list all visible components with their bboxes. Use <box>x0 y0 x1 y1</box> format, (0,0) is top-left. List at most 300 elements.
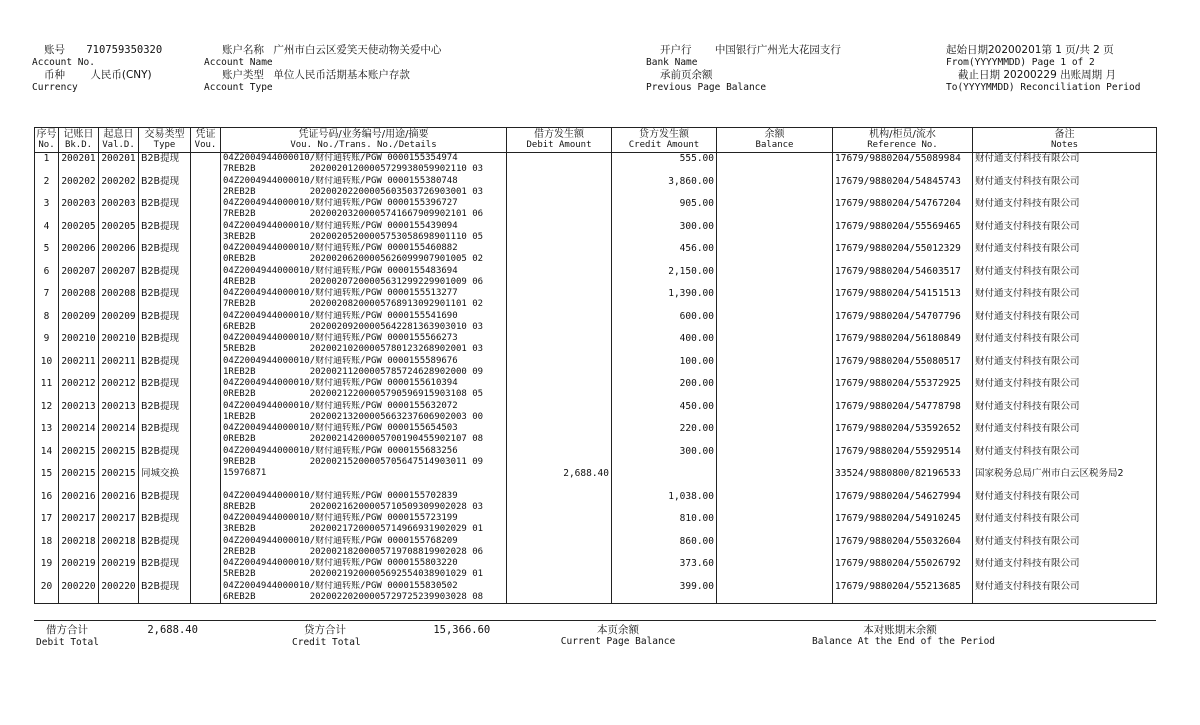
table-row <box>35 401 1157 424</box>
notes: 财付通支付科技有限公司 <box>973 153 1157 176</box>
booking-date: 200208 <box>59 288 99 311</box>
table-row <box>35 243 1157 266</box>
bank-name-label-cn: 开户行 <box>660 44 692 56</box>
credit-amount: 300.00 <box>612 221 717 244</box>
page-balance-label-en: Current Page Balance <box>560 636 676 647</box>
column-header <box>833 128 973 153</box>
details-line-2: 2REB2B 20200218200005719708819902028 06 <box>223 546 484 557</box>
notes: 财付通支付科技有限公司 <box>973 491 1157 514</box>
credit-amount: 1,390.00 <box>612 288 717 311</box>
transaction-details <box>221 356 507 379</box>
notes: 财付通支付科技有限公司 <box>973 243 1157 266</box>
row-number: 9 <box>35 333 59 356</box>
prev-balance-label-cn: 承前页余额 <box>660 69 713 81</box>
voucher <box>191 581 221 604</box>
credit-amount: 100.00 <box>612 356 717 379</box>
transaction-type: B2B提现 <box>139 536 191 559</box>
debit-amount <box>507 581 612 604</box>
reference-no: 17679/9880204/54151513 <box>833 288 973 311</box>
debit-amount <box>507 491 612 514</box>
row-number: 5 <box>35 243 59 266</box>
from-line-en: From(YYYYMMDD) Page 1 of 2 <box>946 57 1095 68</box>
period-block <box>946 44 1140 94</box>
reference-no: 17679/9880204/55569465 <box>833 221 973 244</box>
row-number: 11 <box>35 378 59 401</box>
table-row <box>35 558 1157 581</box>
transaction-type: 同城交换 <box>139 468 191 491</box>
currency-label-cn: 币种 <box>44 69 65 81</box>
details-line-2: 3REB2B 20200205200005753058698901110 05 <box>223 231 484 242</box>
details-line-1: 04Z2004944000010/财付通转账/PGW 0000155380748 <box>223 175 458 186</box>
details-line-2: 7REB2B 20200201200005729938059902110 03 <box>223 164 484 174</box>
booking-date: 200202 <box>59 176 99 199</box>
voucher <box>191 176 221 199</box>
row-number: 19 <box>35 558 59 581</box>
row-number: 7 <box>35 288 59 311</box>
transaction-type: B2B提现 <box>139 243 191 266</box>
voucher <box>191 446 221 469</box>
debit-total-label-en: Debit Total <box>36 637 99 648</box>
notes: 财付通支付科技有限公司 <box>973 446 1157 469</box>
column-header <box>59 128 99 153</box>
credit-amount: 400.00 <box>612 333 717 356</box>
voucher <box>191 198 221 221</box>
debit-amount: 2,688.40 <box>507 468 612 491</box>
notes: 财付通支付科技有限公司 <box>973 356 1157 379</box>
table-row <box>35 356 1157 379</box>
credit-amount: 1,038.00 <box>612 491 717 514</box>
booking-date: 200213 <box>59 401 99 424</box>
details-line-1: 04Z2004944000010/财付通转账/PGW 0000155610394 <box>223 378 458 388</box>
transaction-table <box>34 127 1157 604</box>
details-line-2: 7REB2B 20200208200005768913092901101 02 <box>223 299 484 309</box>
voucher <box>191 221 221 244</box>
table-header-row <box>35 128 1157 153</box>
details-line-1: 04Z2004944000010/财付通转账/PGW 0000155483694 <box>223 265 458 276</box>
column-header <box>221 128 507 153</box>
debit-amount <box>507 198 612 221</box>
credit-amount: 3,860.00 <box>612 176 717 199</box>
credit-amount: 450.00 <box>612 401 717 424</box>
voucher <box>191 153 221 176</box>
transaction-type: B2B提现 <box>139 221 191 244</box>
notes: 财付通支付科技有限公司 <box>973 378 1157 401</box>
table-row <box>35 581 1157 604</box>
transaction-type: B2B提现 <box>139 356 191 379</box>
transaction-details <box>221 221 507 244</box>
transaction-type: B2B提现 <box>139 423 191 446</box>
notes: 国家税务总局广州市白云区税务局2 <box>973 468 1157 491</box>
row-number: 3 <box>35 198 59 221</box>
table-row <box>35 266 1157 289</box>
balance <box>717 491 833 514</box>
voucher <box>191 333 221 356</box>
row-number: 17 <box>35 513 59 536</box>
transaction-type: B2B提现 <box>139 446 191 469</box>
transaction-details <box>221 266 507 289</box>
booking-date: 200217 <box>59 513 99 536</box>
details-line-2: 0REB2B 20200214200005700190455902107 08 <box>223 434 484 444</box>
booking-date: 200218 <box>59 536 99 559</box>
value-date: 200209 <box>99 311 139 334</box>
debit-total-label-cn: 借方合计 <box>46 624 88 636</box>
balance <box>717 581 833 604</box>
voucher <box>191 513 221 536</box>
details-line-2: 4REB2B 20200207200005631299229901009 06 <box>223 276 484 287</box>
row-number: 4 <box>35 221 59 244</box>
reference-no: 17679/9880204/54603517 <box>833 266 973 289</box>
notes: 财付通支付科技有限公司 <box>973 311 1157 334</box>
reference-no: 17679/9880204/55929514 <box>833 446 973 469</box>
value-date: 200219 <box>99 558 139 581</box>
column-header <box>973 128 1157 153</box>
credit-amount: 300.00 <box>612 446 717 469</box>
period-balance-label-cn: 本对账期末余额 <box>863 624 937 636</box>
credit-amount: 810.00 <box>612 513 717 536</box>
column-header <box>35 128 59 153</box>
bank-name-label-en: Bank Name <box>646 57 698 68</box>
reference-no: 17679/9880204/54627994 <box>833 491 973 514</box>
account-type-label-en: Account Type <box>204 82 273 93</box>
details-line-1: 04Z2004944000010/财付通转账/PGW 0000155632072 <box>223 400 458 411</box>
value-date: 200215 <box>99 468 139 491</box>
column-header-cn: 备注 <box>1054 129 1075 140</box>
notes: 财付通支付科技有限公司 <box>973 198 1157 221</box>
to-line-cn: 截止日期 20200229 出账周期 月 <box>958 69 1116 81</box>
booking-date: 200215 <box>59 468 99 491</box>
credit-amount: 600.00 <box>612 311 717 334</box>
debit-amount <box>507 311 612 334</box>
transaction-details <box>221 491 507 514</box>
account-no-label-cn: 账号 <box>44 44 65 56</box>
row-number: 1 <box>35 153 59 176</box>
column-header-cn: 记账日 <box>63 129 94 140</box>
details-line-1: 04Z2004944000010/财付通转账/PGW 0000155589676 <box>223 355 458 366</box>
balance <box>717 423 833 446</box>
balance <box>717 333 833 356</box>
notes: 财付通支付科技有限公司 <box>973 266 1157 289</box>
value-date: 200214 <box>99 423 139 446</box>
reference-no: 33524/9880800/82196533 <box>833 468 973 491</box>
reference-no: 17679/9880204/55213685 <box>833 581 973 604</box>
table-row <box>35 468 1157 491</box>
voucher <box>191 311 221 334</box>
details-line-1: 04Z2004944000010/财付通转账/PGW 0000155803220 <box>223 558 458 568</box>
to-line-en: To(YYYYMMDD) Reconciliation Period <box>946 82 1141 93</box>
booking-date: 200203 <box>59 198 99 221</box>
value-date: 200208 <box>99 288 139 311</box>
details-line-2: 7REB2B 20200203200005741667909902101 06 <box>223 209 484 219</box>
value-date: 200206 <box>99 243 139 266</box>
transaction-details <box>221 176 507 199</box>
details-line-1: 04Z2004944000010/财付通转账/PGW 0000155683256 <box>223 445 458 456</box>
account-name-value: 广州市白云区爱笑天使动物关爱中心 <box>273 44 442 56</box>
column-header-en: Debit Amount <box>526 140 592 150</box>
voucher <box>191 266 221 289</box>
account-no-label-en: Account No. <box>32 57 95 68</box>
reference-no: 17679/9880204/54910245 <box>833 513 973 536</box>
reference-no: 17679/9880204/55080517 <box>833 356 973 379</box>
row-number: 12 <box>35 401 59 424</box>
booking-date: 200210 <box>59 333 99 356</box>
details-line-1: 04Z2004944000010/财付通转账/PGW 0000155396727 <box>223 198 458 208</box>
details-line-1: 04Z2004944000010/财付通转账/PGW 0000155654503 <box>223 423 458 433</box>
transaction-details <box>221 401 507 424</box>
value-date: 200201 <box>99 153 139 176</box>
table-row <box>35 176 1157 199</box>
column-header-cn: 凭证 <box>195 129 216 140</box>
row-number: 2 <box>35 176 59 199</box>
transaction-details <box>221 288 507 311</box>
details-line-2: 2REB2B 20200202200005603503726903001 03 <box>223 186 484 197</box>
account-no-block <box>32 44 163 94</box>
reference-no: 17679/9880204/55026792 <box>833 558 973 581</box>
transaction-details <box>221 311 507 334</box>
credit-amount: 2,150.00 <box>612 266 717 289</box>
credit-amount: 399.00 <box>612 581 717 604</box>
transaction-type: B2B提现 <box>139 513 191 536</box>
voucher <box>191 536 221 559</box>
account-name-label-en: Account Name <box>204 57 273 68</box>
prev-balance-label-en: Previous Page Balance <box>646 82 767 93</box>
details-line-2: 0REB2B 20200206200005626099907901005 02 <box>223 254 484 264</box>
debit-amount <box>507 266 612 289</box>
column-header-en: Balance <box>755 140 794 150</box>
details-line-1: 04Z2004944000010/财付通转账/PGW 0000155566273 <box>223 333 458 343</box>
account-name-block <box>204 44 441 94</box>
row-number: 14 <box>35 446 59 469</box>
details-line-2: 9REB2B 20200215200005705647514903011 09 <box>223 456 484 467</box>
table-row <box>35 513 1157 536</box>
credit-amount: 905.00 <box>612 198 717 221</box>
balance <box>717 401 833 424</box>
from-line-cn: 起始日期20200201第 1 页/共 2 页 <box>946 44 1114 56</box>
balance <box>717 311 833 334</box>
table-row <box>35 153 1157 176</box>
table-row <box>35 288 1157 311</box>
column-header <box>99 128 139 153</box>
value-date: 200220 <box>99 581 139 604</box>
details-line-2: 6REB2B 20200220200005729725239903028 08 <box>223 591 484 602</box>
booking-date: 200209 <box>59 311 99 334</box>
row-number: 6 <box>35 266 59 289</box>
bank-name-block <box>646 44 841 94</box>
balance <box>717 198 833 221</box>
value-date: 200210 <box>99 333 139 356</box>
row-number: 8 <box>35 311 59 334</box>
reference-no: 17679/9880204/56180849 <box>833 333 973 356</box>
booking-date: 200216 <box>59 491 99 514</box>
details-line-1: 04Z2004944000010/财付通转账/PGW 0000155513277 <box>223 288 458 298</box>
value-date: 200216 <box>99 491 139 514</box>
account-name-label-cn: 账户名称 <box>222 44 264 56</box>
transaction-type: B2B提现 <box>139 176 191 199</box>
column-header-en: Credit Amount <box>628 140 700 150</box>
value-date: 200217 <box>99 513 139 536</box>
row-number: 18 <box>35 536 59 559</box>
transaction-type: B2B提现 <box>139 198 191 221</box>
transaction-type: B2B提现 <box>139 491 191 514</box>
column-header-en: Bk.D. <box>64 140 93 150</box>
credit-total-label-en: Credit Total <box>292 637 361 648</box>
balance <box>717 468 833 491</box>
value-date: 200202 <box>99 176 139 199</box>
debit-amount <box>507 558 612 581</box>
column-header-cn: 序号 <box>36 129 57 140</box>
table-row <box>35 378 1157 401</box>
balance <box>717 356 833 379</box>
bank-name-value: 中国银行广州光大花园支行 <box>714 44 841 56</box>
value-date: 200211 <box>99 356 139 379</box>
transaction-details <box>221 198 507 221</box>
details-line-2: 0REB2B 20200212200005790596915903108 05 <box>223 389 484 399</box>
details-line-1: 04Z2004944000010/财付通转账/PGW 0000155723199 <box>223 513 458 523</box>
details-line-2: 5REB2B 20200219200005692554038901029 01 <box>223 569 484 579</box>
transaction-details <box>221 558 507 581</box>
table-row <box>35 446 1157 469</box>
debit-amount <box>507 243 612 266</box>
transaction-type: B2B提现 <box>139 266 191 289</box>
details-line-2: 6REB2B 20200209200005642281363903010 03 <box>223 321 484 332</box>
booking-date: 200215 <box>59 446 99 469</box>
debit-amount <box>507 356 612 379</box>
notes: 财付通支付科技有限公司 <box>973 288 1157 311</box>
account-no-value: 710759350320 <box>86 44 163 56</box>
reference-no: 17679/9880204/55089984 <box>833 153 973 176</box>
debit-amount <box>507 401 612 424</box>
transaction-type: B2B提现 <box>139 558 191 581</box>
details-line-1: 04Z2004944000010/财付通转账/PGW 0000155702839 <box>223 490 458 501</box>
reference-no: 17679/9880204/55372925 <box>833 378 973 401</box>
notes: 财付通支付科技有限公司 <box>973 333 1157 356</box>
debit-amount <box>507 153 612 176</box>
value-date: 200203 <box>99 198 139 221</box>
balance <box>717 176 833 199</box>
transaction-type: B2B提现 <box>139 401 191 424</box>
column-header-en: Vou. No./Trans. No./Details <box>290 140 437 150</box>
value-date: 200207 <box>99 266 139 289</box>
voucher <box>191 423 221 446</box>
transaction-details <box>221 243 507 266</box>
column-header-en: Type <box>153 140 176 150</box>
reference-no: 17679/9880204/54845743 <box>833 176 973 199</box>
row-number: 10 <box>35 356 59 379</box>
voucher <box>191 243 221 266</box>
booking-date: 200214 <box>59 423 99 446</box>
reference-no: 17679/9880204/55032604 <box>833 536 973 559</box>
voucher <box>191 491 221 514</box>
details-line-1: 04Z2004944000010/财付通转账/PGW 0000155830502 <box>223 580 458 591</box>
column-header <box>612 128 717 153</box>
table-row <box>35 221 1157 244</box>
row-number: 13 <box>35 423 59 446</box>
account-type-label-cn: 账户类型 <box>222 69 264 81</box>
period-balance-block <box>812 624 996 648</box>
transaction-details <box>221 446 507 469</box>
transaction-details <box>221 423 507 446</box>
booking-date: 200207 <box>59 266 99 289</box>
debit-amount <box>507 176 612 199</box>
table-row <box>35 333 1157 356</box>
balance <box>717 221 833 244</box>
transaction-type: B2B提现 <box>139 378 191 401</box>
table-row <box>35 423 1157 446</box>
details-line-2: 5REB2B 20200210200005780123268902001 03 <box>223 344 484 354</box>
credit-amount: 220.00 <box>612 423 717 446</box>
details-line-2: 3REB2B 20200217200005714966931902029 01 <box>223 524 484 534</box>
footer-divider <box>34 620 1156 621</box>
details-line-1: 15976871 <box>223 468 267 478</box>
voucher <box>191 401 221 424</box>
booking-date: 200201 <box>59 153 99 176</box>
details-line-1: 04Z2004944000010/财付通转账/PGW 0000155541690 <box>223 310 458 321</box>
column-header-cn: 机构/柜员/流水 <box>869 129 936 140</box>
notes: 财付通支付科技有限公司 <box>973 558 1157 581</box>
column-header-cn: 余额 <box>764 129 785 140</box>
debit-total-block <box>36 624 198 649</box>
transaction-type: B2B提现 <box>139 581 191 604</box>
credit-amount: 555.00 <box>612 153 717 176</box>
account-type-value: 单位人民币活期基本账户存款 <box>273 69 410 81</box>
column-header <box>191 128 221 153</box>
transaction-details <box>221 536 507 559</box>
booking-date: 200212 <box>59 378 99 401</box>
balance <box>717 558 833 581</box>
debit-amount <box>507 536 612 559</box>
reference-no: 17679/9880204/54707796 <box>833 311 973 334</box>
debit-total-value: 2,688.40 <box>147 624 198 636</box>
currency-label-en: Currency <box>32 82 78 93</box>
balance <box>717 153 833 176</box>
reference-no: 17679/9880204/54778798 <box>833 401 973 424</box>
details-line-1: 04Z2004944000010/财付通转账/PGW 0000155354974 <box>223 153 458 163</box>
value-date: 200213 <box>99 401 139 424</box>
notes: 财付通支付科技有限公司 <box>973 513 1157 536</box>
column-header-en: No. <box>38 140 55 150</box>
debit-amount <box>507 221 612 244</box>
balance <box>717 513 833 536</box>
notes: 财付通支付科技有限公司 <box>973 536 1157 559</box>
table-row <box>35 536 1157 559</box>
row-number: 20 <box>35 581 59 604</box>
notes: 财付通支付科技有限公司 <box>973 221 1157 244</box>
transaction-details <box>221 513 507 536</box>
notes: 财付通支付科技有限公司 <box>973 581 1157 604</box>
reference-no: 17679/9880204/54767204 <box>833 198 973 221</box>
column-header-cn: 贷方发生额 <box>639 129 689 140</box>
booking-date: 200219 <box>59 558 99 581</box>
voucher <box>191 378 221 401</box>
table-row <box>35 491 1157 514</box>
credit-total-block <box>292 624 490 649</box>
column-header-en: Notes <box>1050 140 1079 150</box>
table-row <box>35 198 1157 221</box>
transaction-type: B2B提现 <box>139 333 191 356</box>
details-line-1: 04Z2004944000010/财付通转账/PGW 0000155768209 <box>223 535 458 546</box>
column-header-en: Vou. <box>194 140 217 150</box>
table-row <box>35 311 1157 334</box>
row-number: 16 <box>35 491 59 514</box>
credit-total-label-cn: 贷方合计 <box>304 624 346 636</box>
page-balance-block <box>556 624 680 648</box>
transaction-type: B2B提现 <box>139 311 191 334</box>
table-body <box>35 153 1157 604</box>
reference-no: 17679/9880204/55012329 <box>833 243 973 266</box>
details-line-1: 04Z2004944000010/财付通转账/PGW 0000155439094 <box>223 220 458 231</box>
voucher <box>191 468 221 491</box>
details-line-2: 1REB2B 20200211200005785724628902000 09 <box>223 366 484 377</box>
value-date: 200212 <box>99 378 139 401</box>
